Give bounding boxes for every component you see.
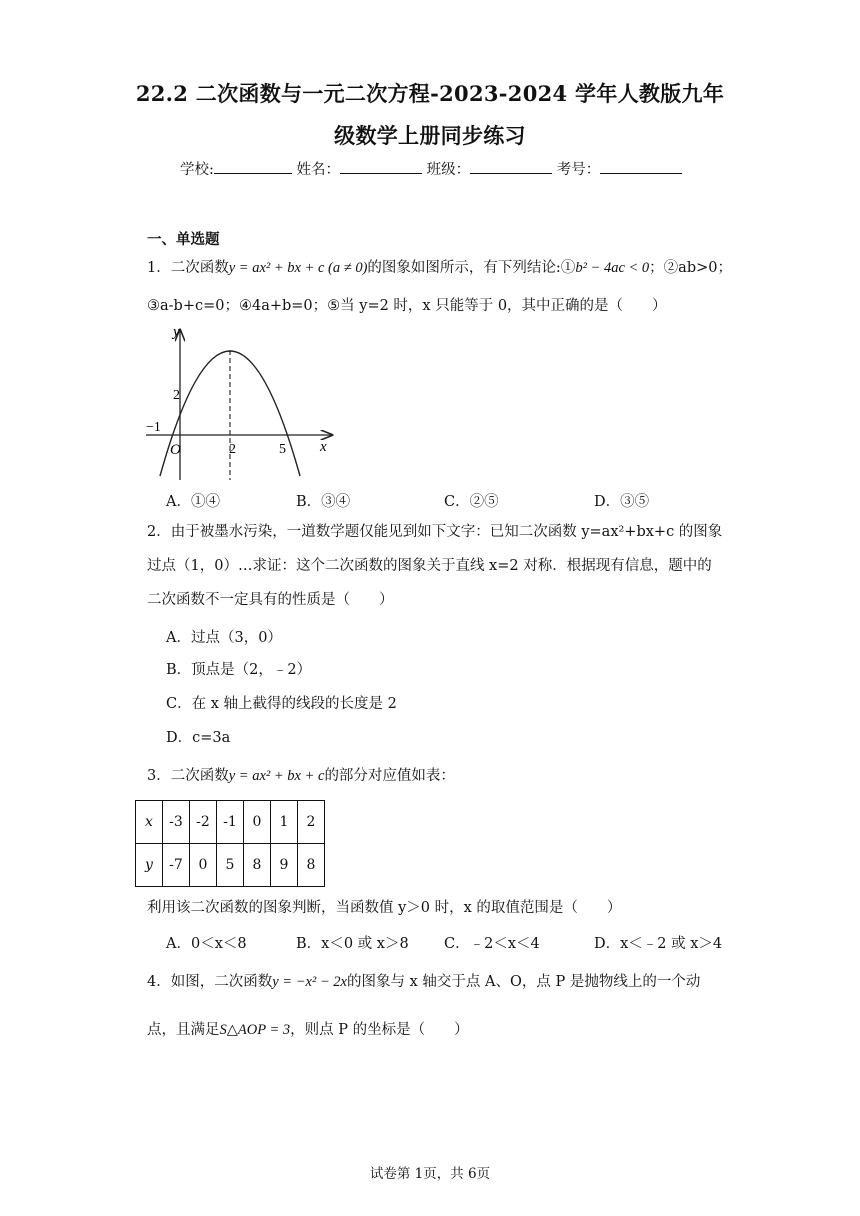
y-intercept-label: 2 (173, 388, 180, 403)
q1-option-a[interactable]: A．①④ (166, 494, 220, 510)
q3-option-a[interactable]: A．0＜x＜8 (166, 936, 247, 952)
table-cell: 5 (217, 844, 244, 887)
q3-lead-b: 的部分对应值如表： (324, 768, 455, 784)
name-blank[interactable] (340, 159, 422, 174)
table-cell: 1 (271, 801, 298, 844)
q1-line2: ③a-b+c=0；④4a+b=0；⑤当 y=2 时，x 只能等于 0，其中正确的是（ ） (147, 298, 667, 314)
q1-line1 (147, 258, 732, 278)
x-2-label: 2 (229, 442, 236, 457)
q4-line1 (147, 972, 700, 992)
q3-lead: 3．二次函数 (147, 768, 229, 784)
q2-option-b[interactable]: B．顶点是（2，﹣2） (166, 662, 312, 678)
table-cell: -3 (163, 801, 190, 844)
q1-lead-c: ；②ab>0； (649, 260, 732, 276)
q2-option-c[interactable]: C．在 x 轴上截得的线段的长度是 2 (166, 696, 397, 712)
q1-cond1: b² − 4ac < 0 (575, 260, 650, 276)
q3-formula: y = ax² + bx + c (228, 768, 325, 784)
table-row-y (136, 844, 325, 887)
table-cell: 8 (298, 844, 325, 887)
q3-option-b[interactable]: B．x＜0 或 x＞8 (296, 936, 409, 952)
page-title-line2: 级数学上册同步练习 (334, 123, 526, 148)
q4-formula: y = −x² − 2x (272, 974, 347, 990)
q3-option-c[interactable]: C．﹣2＜x＜4 (444, 936, 540, 952)
q3-line2: 利用该二次函数的图象判断，当函数值 y＞0 时，x 的取值范围是（ ） (147, 900, 622, 916)
q1-formula: y = ax² + bx + c (a ≠ 0) (228, 260, 368, 276)
table-cell: x (136, 801, 163, 844)
q4-cond: S△AOP = 3 (219, 1022, 291, 1038)
x-5-label: 5 (279, 442, 286, 457)
table-cell: 0 (244, 801, 271, 844)
table-cell: 9 (271, 844, 298, 887)
school-blank[interactable] (214, 159, 292, 174)
origin-label: O (170, 442, 181, 458)
page-title-line1: 22.2 二次函数与一元二次方程-2023-2024 学年人教版九年 (135, 81, 725, 106)
q1-option-c[interactable]: C．②⑤ (444, 494, 499, 510)
q4-lead: 4．如图，二次函数 (147, 974, 273, 990)
neg1-label: −1 (146, 420, 161, 435)
table-cell: 2 (298, 801, 325, 844)
class-label: 班级： (426, 162, 471, 178)
page-footer: 试卷第 1页，共 6页 (369, 1166, 491, 1182)
y-axis-label: y (173, 324, 180, 340)
table-cell: -7 (163, 844, 190, 887)
table-cell: -1 (217, 801, 244, 844)
q2-option-d[interactable]: D．c=3a (166, 730, 231, 746)
table-row-x (136, 801, 325, 844)
name-label: 姓名： (296, 162, 340, 178)
q2-line3: 二次函数不一定具有的性质是（ ） (147, 592, 394, 608)
exam-no-blank[interactable] (600, 159, 682, 174)
q1-parabola-graph (140, 318, 340, 488)
table-cell: 0 (190, 844, 217, 887)
q1-option-d[interactable]: D．③⑤ (594, 494, 650, 510)
q3-line1 (147, 766, 455, 786)
q1-lead-b: 的图象如图所示，有下列结论:① (367, 260, 576, 276)
q4-line2 (147, 1020, 469, 1040)
q1-option-b[interactable]: B．③④ (296, 494, 351, 510)
q2-line1: 2．由于被墨水污染，一道数学题仅能见到如下文字：已知二次函数 y=ax²+bx+c 的图象 (147, 524, 723, 540)
q3-value-table (135, 800, 325, 887)
table-cell: -2 (190, 801, 217, 844)
student-info-line (180, 158, 682, 179)
section-heading: 一、单选题 (147, 231, 220, 248)
school-label: 学校: (180, 162, 214, 178)
table-cell: y (136, 844, 163, 887)
q4-lead2-b: ，则点 P 的坐标是（ ） (290, 1022, 469, 1038)
class-blank[interactable] (470, 159, 552, 174)
q3-option-d[interactable]: D．x＜﹣2 或 x＞4 (594, 936, 723, 952)
q2-line2: 过点（1，0）…求证：这个二次函数的图象关于直线 x=2 对称．根据现有信息，题中的 (147, 558, 712, 574)
x-axis-label: x (320, 439, 327, 455)
exam-no-label: 考号： (556, 162, 601, 178)
q1-lead: 1．二次函数 (147, 260, 229, 276)
q4-lead2: 点，且满足 (147, 1022, 220, 1038)
q2-option-a[interactable]: A．过点（3，0） (166, 630, 282, 646)
q4-lead-b: 的图象与 x 轴交于点 A、O，点 P 是抛物线上的一个动 (347, 974, 701, 990)
table-cell: 8 (244, 844, 271, 887)
